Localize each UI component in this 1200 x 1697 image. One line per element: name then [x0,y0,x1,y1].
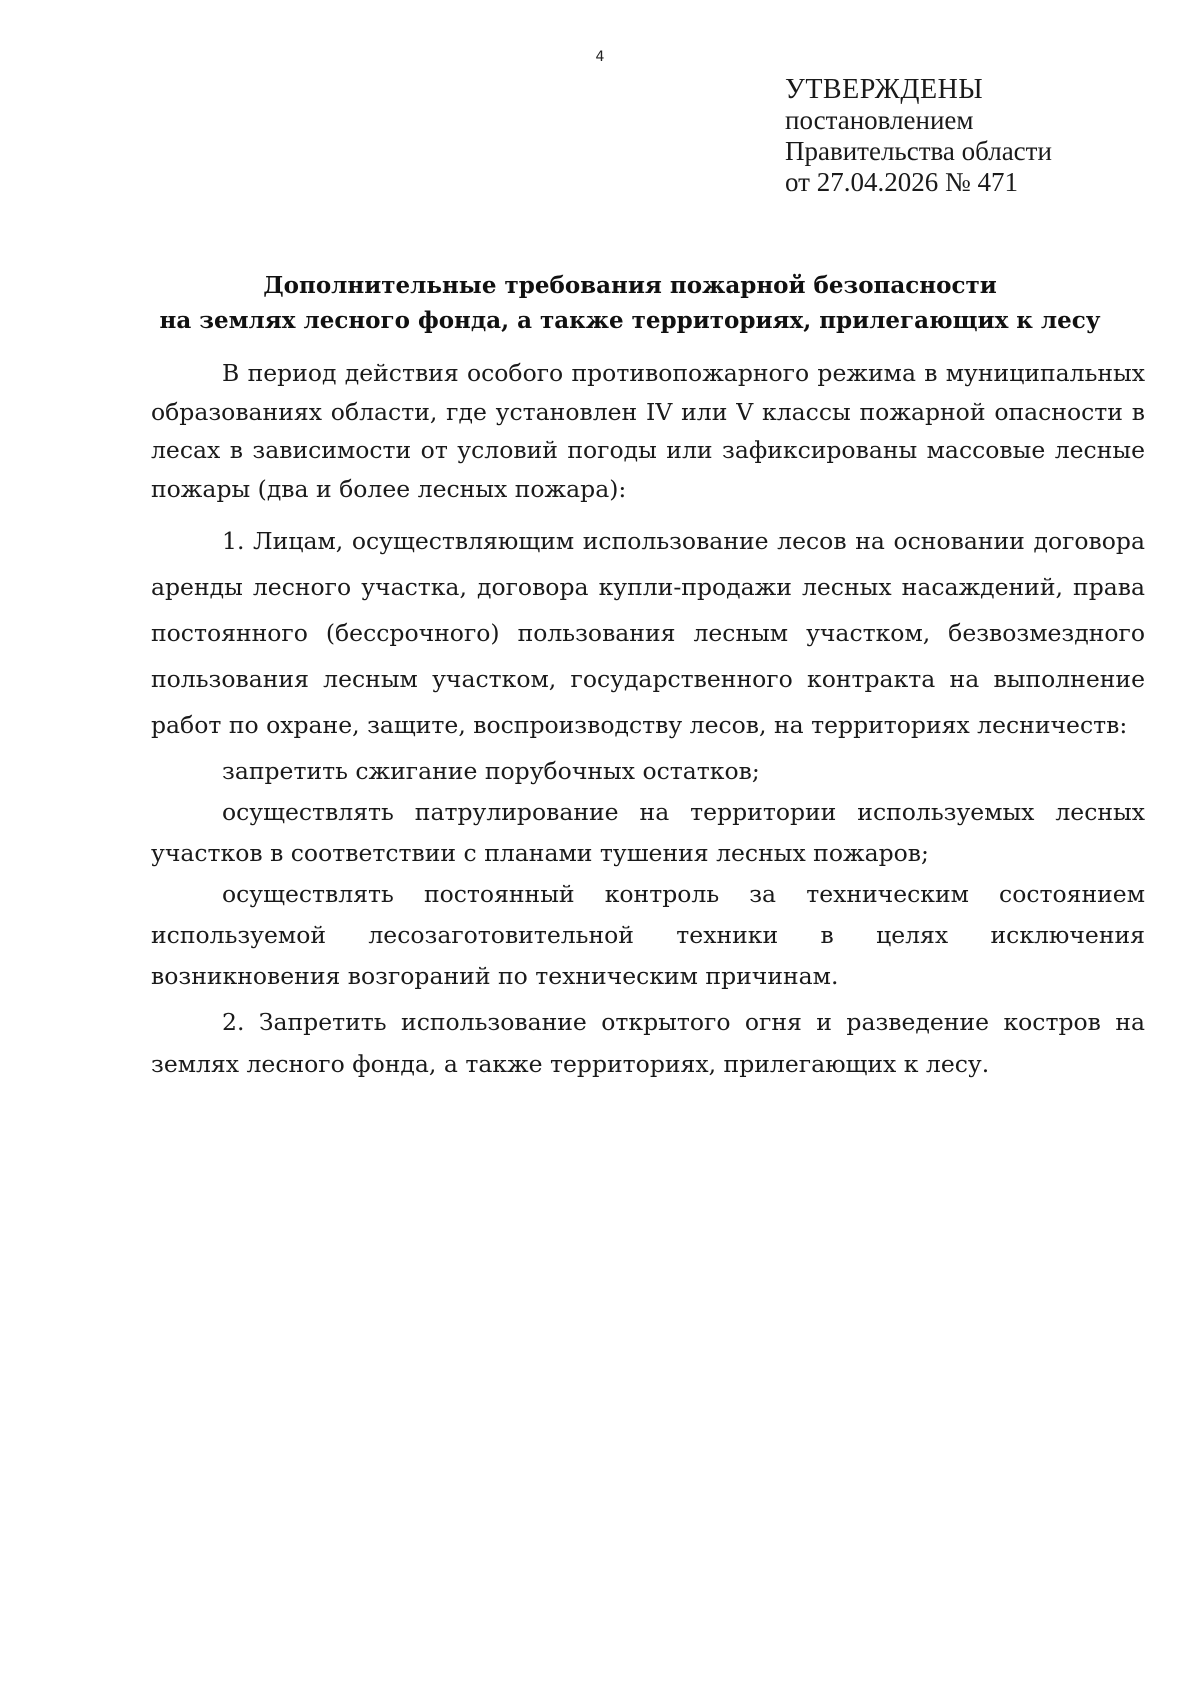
item-1-subparagraph-burning-ban: запретить сжигание порубочных остатков; [222,757,760,785]
intro-paragraph: В период действия особого противопожарного режима в муниципальных образованиях области, где установлен IV или V классы пожарной опасности в лесах в зависимости от условий погоды или зафиксированы массовые лесные пожары (два и более лесных пожара): [151,359,1145,503]
page-number: 4 [595,49,605,65]
approval-line-date-number: от 27.04.2026 № 471 [785,167,1018,197]
approval-line-resolution: постановлением [785,105,974,135]
item-2-paragraph: 2. Запретить использование открытого огня и разведение костров на землях лесного фонда, а также территориях, прилегающих к лесу. [151,1008,1145,1078]
item-1-paragraph: 1. Лицам, осуществляющим использование лесов на основании договора аренды лесного участка, договора купли-продажи лесных насаждений, права постоянного (бессрочного) пользования лесным участком, безвозмездного пользования лесным участком, государственного контракта на выполнение работ по охране, защите, воспроизводству лесов, на территориях лесничеств: [151,527,1145,739]
document-title-line-1: Дополнительные требования пожарной безопасности [263,272,997,299]
document-title-line-2: на землях лесного фонда, а также территориях, прилегающих к лесу [159,307,1101,334]
approval-line-government: Правительства области [785,136,1052,166]
approval-title: УТВЕРЖДЕНЫ [785,74,984,105]
item-1-subparagraph-patrolling: осуществлять патрулирование на территории используемых лесных участков в соответствии с планами тушения лесных пожаров; [151,798,1145,867]
approval-stamp-block [785,74,1165,198]
item-1-subparagraph-equipment-control: осуществлять постоянный контроль за техническим состоянием используемой лесозаготовительной техники в целях исключения возникновения возгораний по техническим причинам. [151,880,1145,990]
document-title [130,268,1130,338]
document-body [151,354,1145,1085]
